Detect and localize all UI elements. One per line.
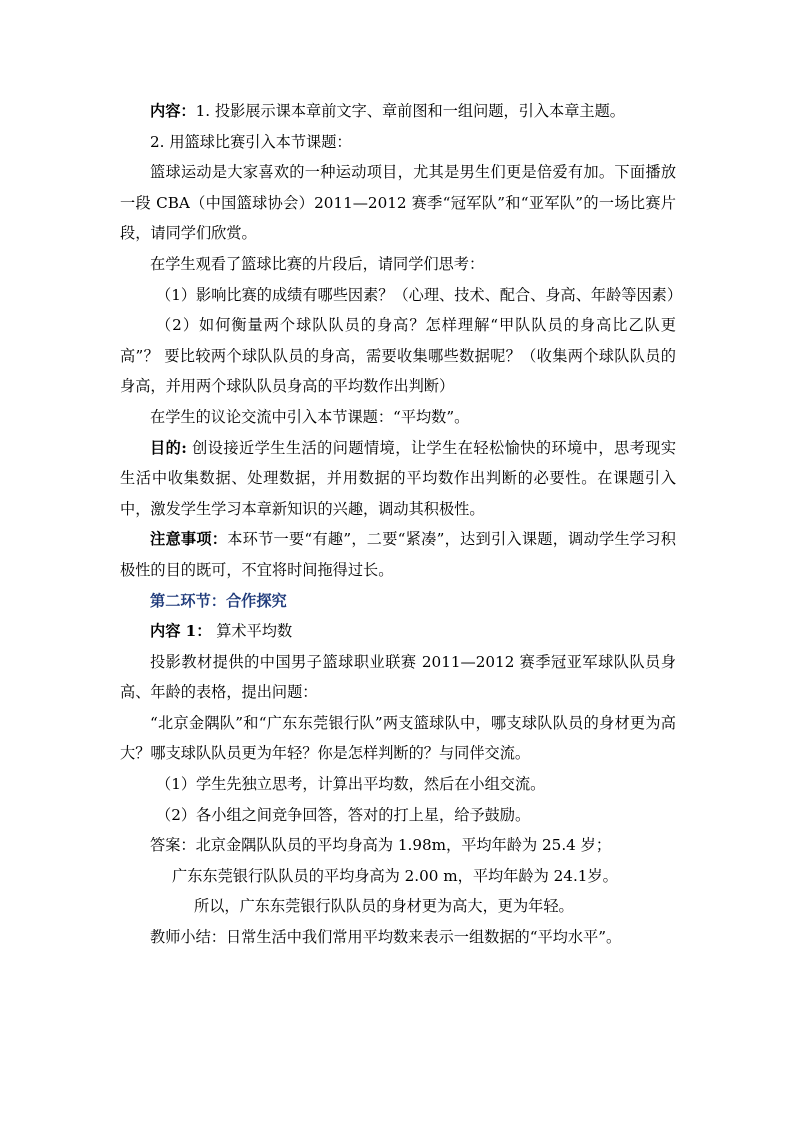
text-content-1: 1. 投影展示课本章前文字、章前图和一组问题，引入本章主题。: [195, 102, 625, 120]
paragraph-step-2: （2）各小组之间竞争回答，答对的打上星，给予鼓励。: [156, 805, 531, 824]
paragraph-question-2: （2）如何衡量两个球队队员的身高？怎样理解“甲队队员的身高比乙队更高”？ 要比较两个球队队员的身高，需要收集哪些数据呢？（收集两个球队队员的身高，并用两个球队队员身高的平均数作出判断）: [120, 316, 676, 396]
paragraph-topic-intro: 在学生的议论交流中引入本节课题：“平均数”。: [150, 407, 470, 426]
paragraph-answer-1: 答案：北京金隅队队员的平均身高为 1.98m，平均年龄为 25.4 岁；: [150, 836, 612, 855]
paragraph-answer-3: 所以，广东东莞银行队队员的身材更为高大，更为年轻。: [194, 897, 574, 916]
label-notes: 注意事项：: [150, 530, 228, 549]
paragraph-content-2: 2. 用篮球比赛引入本节课题：: [150, 132, 352, 151]
text-notes: 本环节一要“有趣”，二要“紧凑”，达到引入课题，调动学生学习积极性的目的既可，不宜将时间拖得过长。: [120, 530, 676, 579]
label-content-1: 内容 1：: [150, 622, 212, 641]
paragraph-basketball-intro: 篮球运动是大家喜欢的一种运动项目，尤其是男生们更是倍爱有加。下面播放一段 CBA（中国篮球协会）2011—2012 赛季“冠军队”和“亚军队”的一场比赛片段，请同学们欣赏。: [120, 163, 676, 243]
paragraph-table-question: 投影教材提供的中国男子篮球职业联赛 2011—2012 赛季冠亚军球队队员身高、年龄的表格，提出问题：: [120, 652, 676, 702]
paragraph-think-prompt: 在学生观看了篮球比赛的片段后，请同学们思考：: [150, 254, 485, 273]
paragraph-content-heading: [120, 616, 676, 647]
paragraph-team-compare: “北京金隅队”和“广东东莞银行队”两支篮球队中，哪支球队队员的身材更为高大？哪支球队队员更为年轻？你是怎样判断的？与同伴交流。: [120, 713, 676, 763]
section-heading: 第二环节：合作探究: [150, 591, 287, 610]
label-purpose: 目的:: [150, 438, 187, 457]
paragraph-answer-2: 广东东莞银行队队员的平均身高为 2.00 m，平均年龄为 24.1岁。: [172, 866, 618, 885]
paragraph-notes: [120, 524, 676, 585]
text-purpose: 创设接近学生生活的问题情境，让学生在轻松愉快的环境中，思考现实生活中收集数据、处理数据，并用数据的平均数作出判断的必要性。在课题引入中，激发学生学习本章新知识的兴趣，调动其积极性。: [120, 438, 677, 518]
label-content: 内容：: [150, 102, 196, 120]
paragraph-purpose: [120, 433, 676, 525]
paragraph-content-1: [120, 96, 676, 127]
paragraph-step-1: （1）学生先独立思考，计算出平均数，然后在小组交流。: [156, 775, 546, 794]
paragraph-teacher-summary: 教师小结：日常生活中我们常用平均数来表示一组数据的“平均水平”。: [150, 928, 622, 947]
text-arithmetic-mean: 算术平均数: [211, 622, 293, 641]
paragraph-question-1: （1）影响比赛的成绩有哪些因素？（心理、技术、配合、身高、年龄等因素）: [156, 285, 683, 304]
document-body: [120, 96, 683, 953]
